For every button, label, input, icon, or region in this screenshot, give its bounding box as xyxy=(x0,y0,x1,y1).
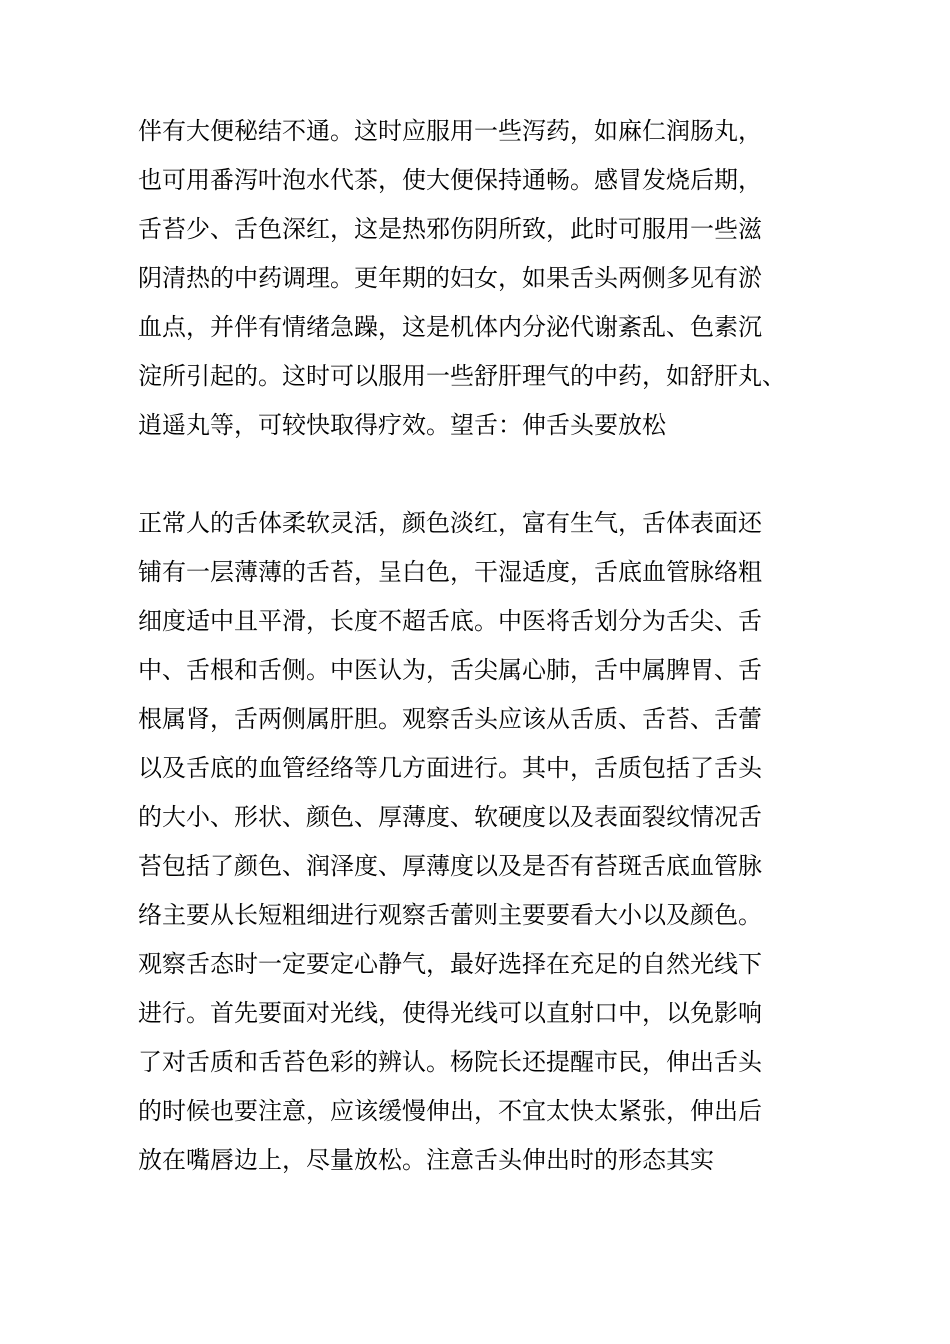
paragraph-tongue-observation: 正常人的舌体柔软灵活，颜色淡红，富有生气，舌体表面还 铺有一层薄薄的舌苔，呈白色，干湿适度，舌底血管脉络粗 细度适中且平滑，长度不超舌底。中医将舌划分为舌尖、舌 中、舌根和舌侧。中医认为，舌尖属心肺，舌中属脾胃、舌 根属肾，舌两侧属肝胆。观察舌头应该从舌质、舌苔、舌蕾 以及舌底的血管经络等几方面进行。其中，舌质包括了舌头 的大小、形状、颜色、厚薄度、软硬度以及表面裂纹情况舌 苔包括了颜色、润泽度、厚薄度以及是否有苔斑舌底血管脉 络主要从长短粗细进行观察舌蕾则主要要看大小以及颜色。 观察舌态时一定要定心静气，最好选择在充足的自然光线下 进行。首先要面对光线，使得光线可以直射口中，以免影响 了对舌质和舌苔色彩的辨认。杨院长还提醒市民，伸出舌头 的时候也要注意，应该缓慢伸出，不宜太快太紧张，伸出后 放在嘴唇边上，尽量放松。注意舌头伸出时的形态其实 xyxy=(138,509,762,1174)
paragraph-tongue-remedies: 伴有大便秘结不通。这时应服用一些泻药，如麻仁润肠丸， 也可用番泻叶泡水代茶，使大便保持通畅。感冒发烧后期， 舌苔少、舌色深红，这是热邪伤阴所致，此时可服用一些滋 阴清热的中药调理。更年期的妇女，如果舌头两侧多见有淤 血点，并伴有情绪急躁，这是机体内分泌代谢紊乱、色素沉 淀所引起的。这时可以服用一些舒肝理气的中药，如舒肝丸、 逍遥丸等，可较快取得疗效。望舌：伸舌头要放松 xyxy=(138,117,786,439)
